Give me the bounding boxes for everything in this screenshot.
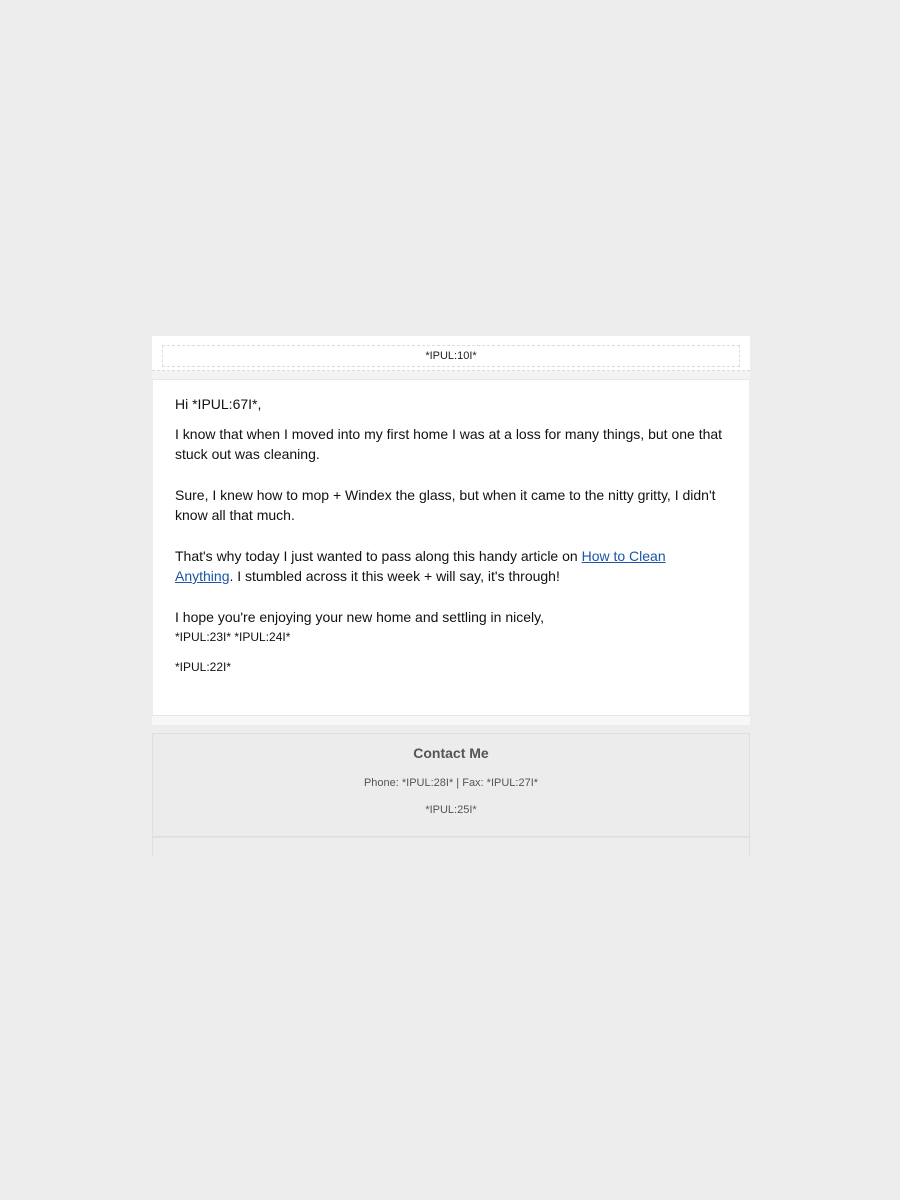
paragraph-intro: I know that when I moved into my first home I was at a loss for many things, but one that stuck out was cleaning.	[175, 426, 723, 462]
contact-extra: *IPUL:25I*	[425, 804, 477, 816]
header-divider	[152, 371, 750, 380]
header-placeholder: *IPUL:10I*	[162, 345, 740, 367]
contact-phone-fax	[153, 776, 749, 790]
email-body	[152, 380, 750, 715]
article-text-after: . I stumbled across it this week + will say, it's through!	[229, 568, 560, 584]
body-divider	[152, 715, 750, 725]
email-container	[152, 336, 750, 856]
fax-label: Fax:	[462, 777, 487, 789]
paragraph-cleaning: Sure, I knew how to mop + Windex the glass, but when it came to the nitty gritty, I didn't know all that much.	[175, 487, 716, 523]
email-header	[152, 336, 750, 371]
fax-value: *IPUL:27I*	[486, 777, 539, 789]
footer-tail	[152, 837, 750, 856]
signature-name: *IPUL:23I* *IPUL:24I*	[175, 630, 291, 644]
contact-title: Contact Me	[413, 745, 489, 761]
article-text-before: That's why today I just wanted to pass along this handy article on	[175, 548, 582, 564]
phone-label: Phone:	[363, 777, 402, 789]
signature-extra: *IPUL:22I*	[175, 660, 232, 674]
phone-value: *IPUL:28I*	[401, 777, 454, 789]
paragraph-article	[175, 546, 727, 586]
contact-separator: |	[453, 777, 463, 789]
contact-footer	[152, 733, 750, 837]
greeting: Hi *IPUL:67I*,	[175, 396, 262, 412]
article-link[interactable]: How to Clean Anything	[175, 548, 666, 584]
closing-line: I hope you're enjoying your new home and settling in nicely,	[175, 609, 544, 625]
